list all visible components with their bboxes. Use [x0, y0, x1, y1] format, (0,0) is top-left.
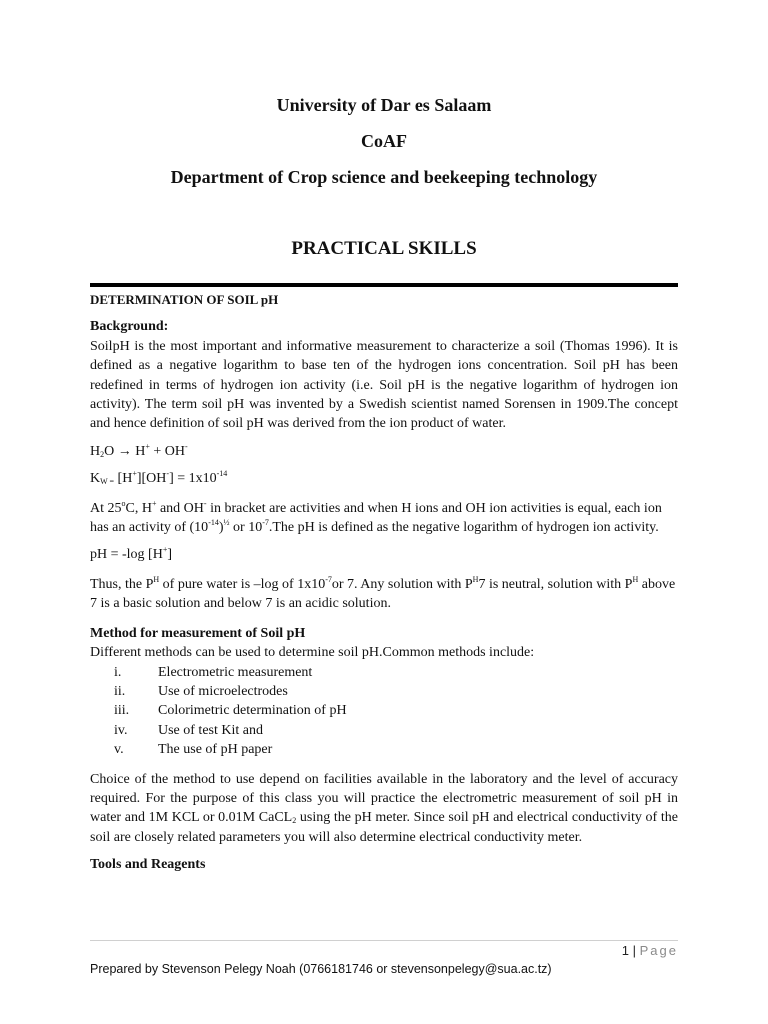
list-item [90, 701, 678, 720]
method-heading: Method for measurement of Soil pH [90, 625, 306, 641]
method-choice-paragraph: Choice of the method to use depend on facilities available in the laboratory and the level of accuracy required. For the purpose of this class you will practice the electrometric measurement of soil pH in water and 1M KCL or 0.01M CaCL$_2$ using the pH meter. Since soil pH and electrical conductivity of the soil are closely related parameters you will also determine electrical conductivity meter. [90, 771, 678, 845]
ion-product-equation: $K_{W =}$ $[H^+][OH^-] = 1x10^{-14}$ [90, 469, 228, 487]
footer-divider [90, 940, 678, 941]
list-item [90, 721, 678, 740]
list-item-text: Use of microelectrodes [158, 683, 288, 699]
ph-definition-equation: pH = -log [H+] [90, 545, 173, 563]
list-item [90, 682, 678, 701]
activity-paragraph: At 25$^o$C, H+ and OH- in bracket are activities and when H ions and OH ion activities is equal, each ion has an activity of $(10^{-14})^{\frac{1}{2}}$ or $10^{-7}.The$ pH is defined as the negative logarithm of hydrogen ion activity. [90, 498, 662, 536]
neutral-ph-paragraph: Thus, the $P^H$ of pure water is –log of $1x10^{-7}or$ 7. Any solution with $P^H7$ is neutral, solution with $P^H$ above 7 is a basic solution and below 7 is an acidic solution. [90, 574, 676, 612]
tools-heading: Tools and Reagents [90, 857, 206, 873]
page-number: 1 | Page [621, 943, 678, 958]
list-item-number: iv. [114, 722, 128, 738]
method-list [90, 663, 678, 760]
department-title: Department of Crop science and beekeeping technology [170, 167, 598, 187]
document-body [90, 290, 678, 875]
list-item [90, 740, 678, 759]
list-item-number: iii. [114, 703, 130, 719]
background-label: Background: [90, 319, 169, 335]
list-item-text: Use of test Kit and [158, 722, 263, 738]
list-item-number: i. [114, 664, 122, 680]
method-intro: Different methods can be used to determine soil pH.Common methods include: [90, 645, 535, 661]
list-item [90, 663, 678, 682]
list-item-number: v. [114, 742, 124, 758]
list-item-text: The use of pH paper [158, 742, 273, 758]
section-heading: DETERMINATION OF SOIL pH [90, 292, 279, 307]
list-item-number: ii. [114, 683, 126, 699]
college-title: CoAF [361, 131, 407, 151]
prepared-by-footer: Prepared by Stevenson Pelegy Noah (0766181746 or stevensonpelegy@sua.ac.tz) [90, 962, 552, 976]
water-dissociation-equation: $H_2O \to H^+ + OH^-$ [90, 441, 188, 459]
heading-divider [90, 283, 678, 287]
list-item-text: Colorimetric determination of pH [158, 703, 347, 719]
list-item-text: Electrometric measurement [158, 664, 313, 680]
background-paragraph: SoilpH is the most important and informative measurement to characterize a soil (Thomas 1996). It is defined as a negative logarithm to base ten of the hydrogen ions concentration. Soil pH has been redefined in terms of hydrogen ion activity (i.e. Soil pH is the negative logarithm of hydrogen ion activity). The term soil pH was invented by a Swedish scientist named Sorensen in 1909.The concept and hence definition of soil pH was derived from the ion product of water. [90, 338, 678, 432]
university-title: University of Dar es Salaam [276, 95, 492, 115]
practical-skills-title: PRACTICAL SKILLS [291, 238, 477, 259]
